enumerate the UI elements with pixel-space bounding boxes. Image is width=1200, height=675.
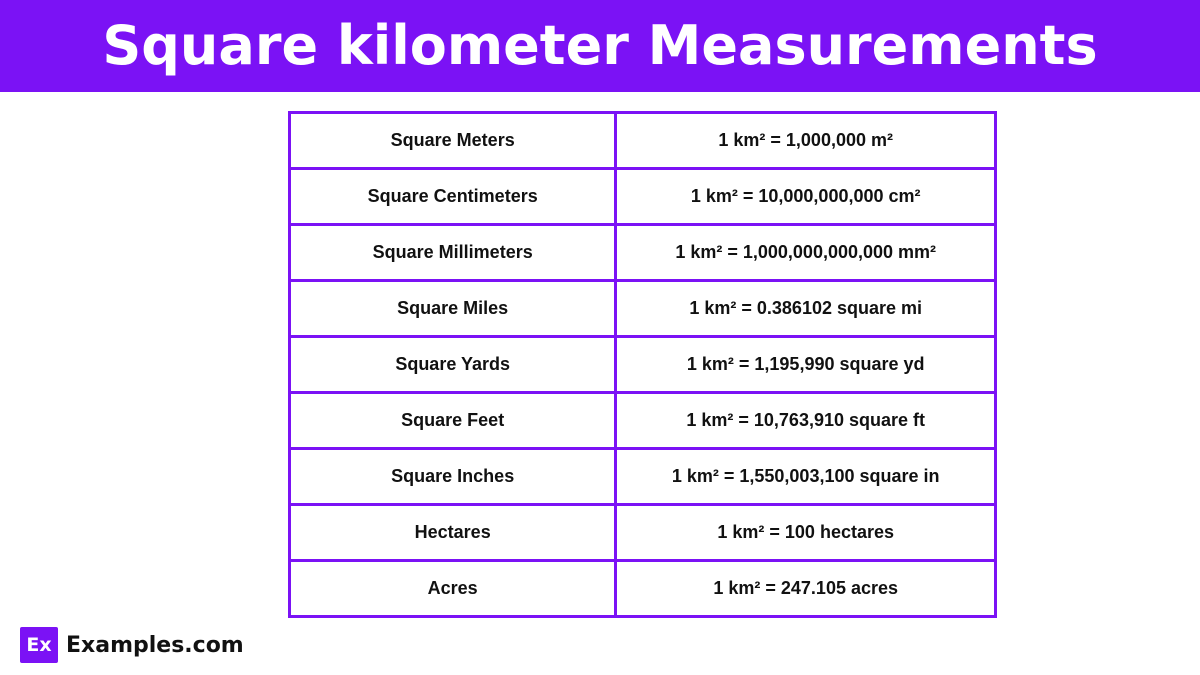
table-row: [290, 169, 996, 225]
unit-cell: Square Inches: [290, 449, 616, 505]
unit-cell: Square Centimeters: [290, 169, 616, 225]
value-cell: 1 km² = 10,000,000,000 cm²: [616, 169, 996, 225]
table-row: [290, 561, 996, 617]
title-banner: [0, 0, 1200, 92]
value-cell: 1 km² = 100 hectares: [616, 505, 996, 561]
logo-mark-icon: Ex: [20, 627, 58, 663]
examples-logo: [20, 627, 244, 663]
unit-cell: Hectares: [290, 505, 616, 561]
value-cell: 1 km² = 1,550,003,100 square in: [616, 449, 996, 505]
unit-cell: Square Miles: [290, 281, 616, 337]
conversion-table-container: [288, 111, 997, 618]
table-row: [290, 281, 996, 337]
table-row: [290, 225, 996, 281]
value-cell: 1 km² = 1,000,000 m²: [616, 113, 996, 169]
value-cell: 1 km² = 1,000,000,000,000 mm²: [616, 225, 996, 281]
page-title: Square kilometer Measurements: [102, 14, 1098, 77]
value-cell: 1 km² = 0.386102 square mi: [616, 281, 996, 337]
table-row: [290, 113, 996, 169]
unit-cell: Square Millimeters: [290, 225, 616, 281]
value-cell: 1 km² = 1,195,990 square yd: [616, 337, 996, 393]
logo-site-name: Examples.com: [66, 632, 244, 658]
table-row: [290, 393, 996, 449]
table-row: [290, 449, 996, 505]
value-cell: 1 km² = 10,763,910 square ft: [616, 393, 996, 449]
unit-cell: Square Feet: [290, 393, 616, 449]
conversion-table: [288, 111, 997, 618]
unit-cell: Acres: [290, 561, 616, 617]
value-cell: 1 km² = 247.105 acres: [616, 561, 996, 617]
table-row: [290, 505, 996, 561]
table-row: [290, 337, 996, 393]
unit-cell: Square Meters: [290, 113, 616, 169]
unit-cell: Square Yards: [290, 337, 616, 393]
